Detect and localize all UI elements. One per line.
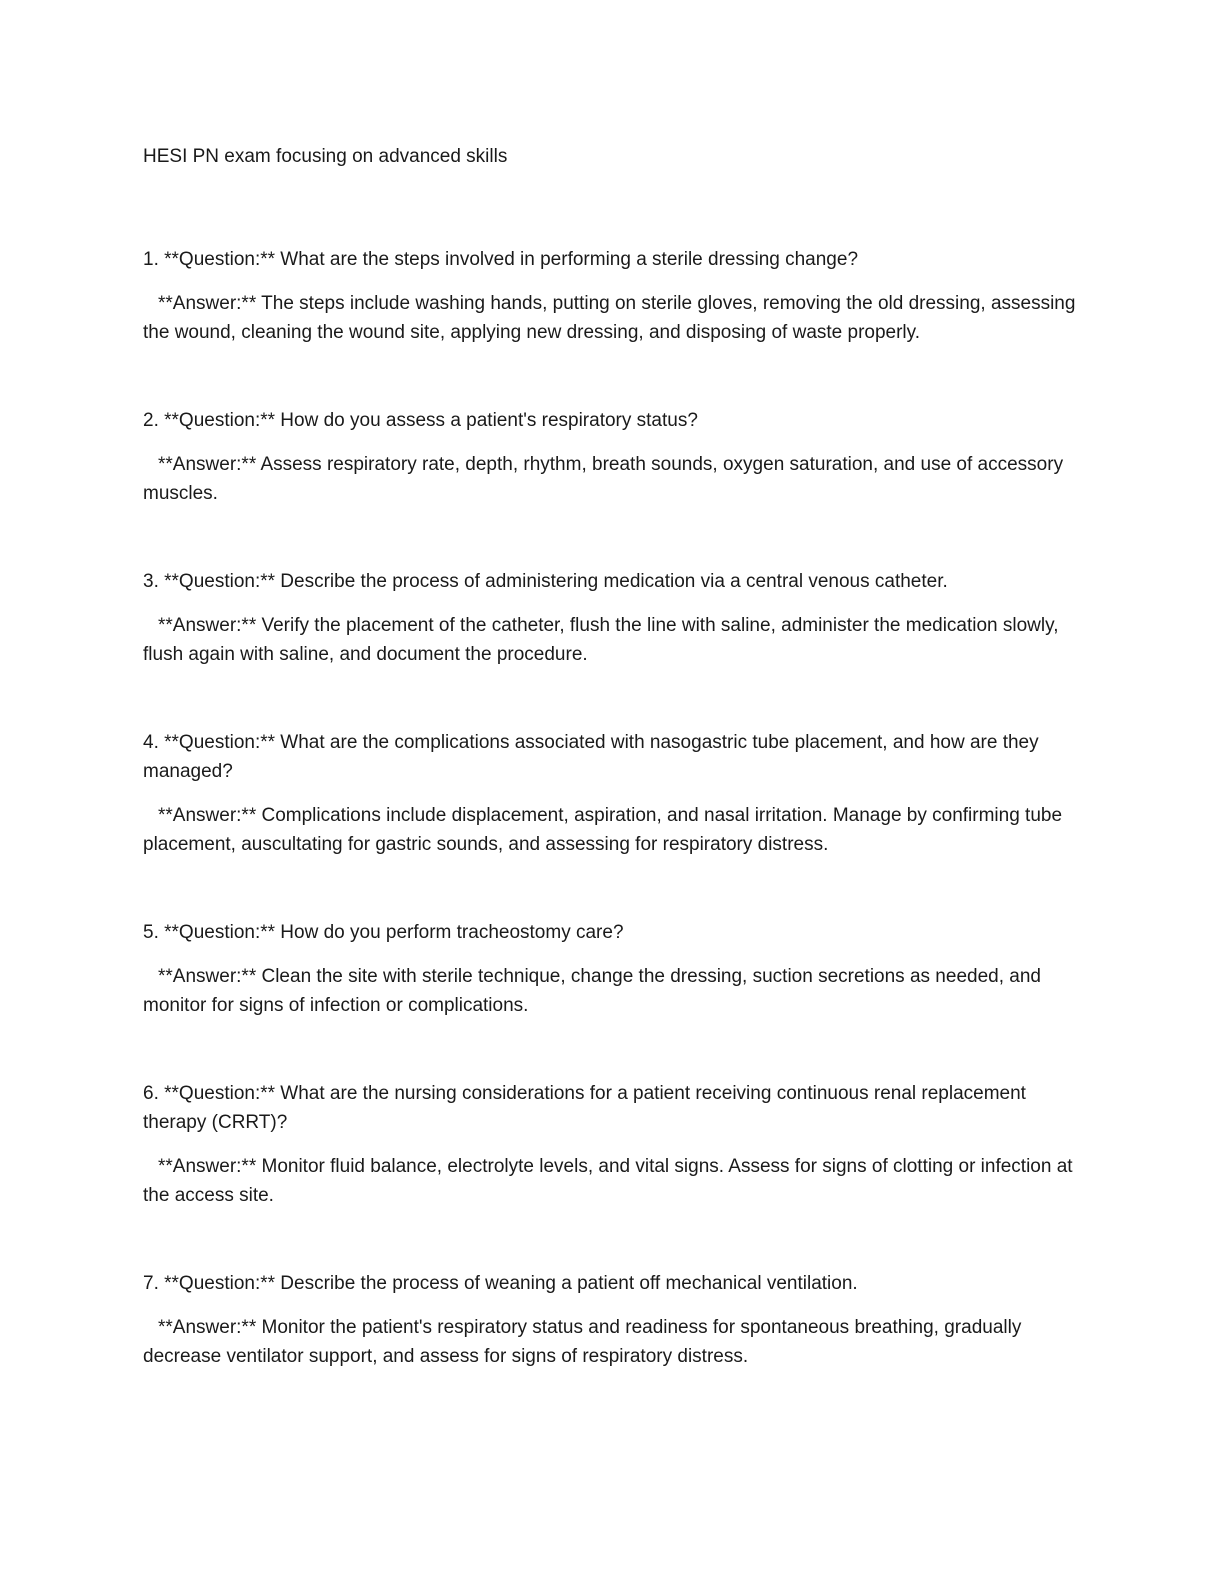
qa-item-2 <box>143 406 1083 508</box>
question-text: 2. **Question:** How do you assess a patient's respiratory status? <box>143 410 698 431</box>
document-body <box>143 143 1083 1430</box>
answer-text: **Answer:** Assess respiratory rate, depth, rhythm, breath sounds, oxygen saturation, and use of accessory muscles. <box>143 454 1064 504</box>
answer-block <box>143 962 1083 1020</box>
answer-block <box>143 1152 1083 1210</box>
answer-block <box>143 801 1083 859</box>
question-text: 5. **Question:** How do you perform tracheostomy care? <box>143 922 624 943</box>
qa-item-5 <box>143 918 1083 1020</box>
qa-item-7 <box>143 1269 1083 1371</box>
answer-text: **Answer:** Clean the site with sterile technique, change the dressing, suction secretions as needed, and monitor for signs of infection or complications. <box>143 966 1041 1016</box>
answer-block <box>143 289 1083 347</box>
answer-block <box>143 450 1083 508</box>
question-text: 1. **Question:** What are the steps involved in performing a sterile dressing change? <box>143 249 859 270</box>
answer-text: **Answer:** Monitor fluid balance, electrolyte levels, and vital signs. Assess for signs of clotting or infection at the access site. <box>143 1156 1073 1206</box>
question-text: 6. **Question:** What are the nursing considerations for a patient receiving continuous renal replacement therapy (CRRT)? <box>143 1083 1026 1133</box>
answer-text: **Answer:** Complications include displacement, aspiration, and nasal irritation. Manage by confirming tube placement, auscultating for gastric sounds, and assessing for respiratory distress. <box>143 805 1063 855</box>
answer-text: **Answer:** The steps include washing hands, putting on sterile gloves, removing the old dressing, assessing the wound, cleaning the wound site, applying new dressing, and disposing of waste properly. <box>143 293 1076 343</box>
qa-item-6 <box>143 1079 1083 1210</box>
qa-item-1 <box>143 245 1083 347</box>
answer-text: **Answer:** Verify the placement of the catheter, flush the line with saline, administer the medication slowly, flush again with saline, and document the procedure. <box>143 615 1059 665</box>
question-text: 7. **Question:** Describe the process of weaning a patient off mechanical ventilation. <box>143 1273 858 1294</box>
answer-block <box>143 1313 1083 1371</box>
answer-block <box>143 611 1083 669</box>
answer-text: **Answer:** Monitor the patient's respiratory status and readiness for spontaneous breathing, gradually decrease ventilator support, and assess for signs of respiratory distress. <box>143 1317 1022 1367</box>
qa-item-3 <box>143 567 1083 669</box>
question-text: 4. **Question:** What are the complications associated with nasogastric tube placement, and how are they managed? <box>143 732 1039 782</box>
qa-item-4 <box>143 728 1083 859</box>
question-text: 3. **Question:** Describe the process of administering medication via a central venous catheter. <box>143 571 948 592</box>
document-title: HESI PN exam focusing on advanced skills <box>143 146 508 167</box>
